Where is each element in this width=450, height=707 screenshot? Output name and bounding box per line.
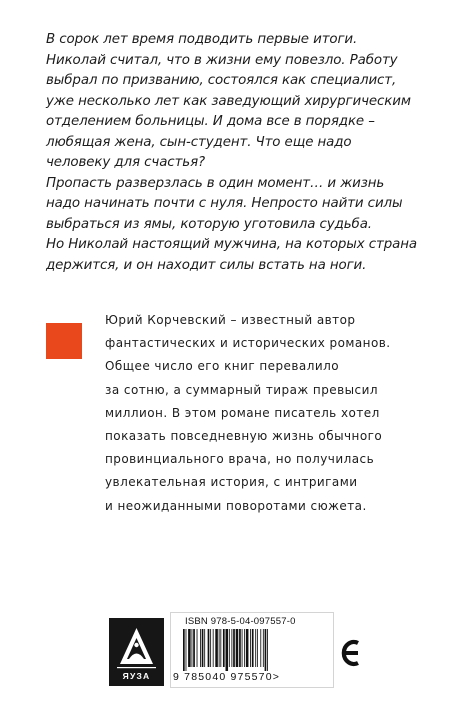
blurb-line: выбраться из ямы, которую уготовила судьба. <box>46 216 372 232</box>
author-bio-line: Юрий Корчевский – известный автор <box>105 313 356 327</box>
barcode-bar <box>219 629 220 667</box>
barcode-bar <box>263 629 264 667</box>
author-bio-line: показать повседневную жизнь обычного <box>105 428 383 443</box>
blurb-line: держится, и он находит силы встать на ноги. <box>46 257 367 273</box>
author-bio-line: провинциального врача, но получилась <box>105 452 375 467</box>
barcode-bar <box>183 629 185 671</box>
barcode-bar <box>260 629 261 667</box>
barcode-bar <box>202 629 204 667</box>
barcode-bar <box>226 629 229 671</box>
blurb-line: выбрал по призванию, состоялся как специалист, <box>46 73 397 88</box>
blurb-line: человеку для счастья? <box>46 155 206 170</box>
barcode-bar <box>236 629 239 667</box>
barcode-bar <box>204 629 205 667</box>
blurb-line: Николай считал, что в жизни ему повезло. Работу <box>46 52 398 68</box>
blurb-line: В сорок лет время подводить первые итоги. <box>46 32 358 47</box>
barcode-bar <box>193 629 195 667</box>
barcode-bar <box>246 629 249 667</box>
barcode-bar <box>197 629 198 667</box>
barcode-bar <box>188 629 191 667</box>
blurb-line: отделением больницы. И дома все в порядке – <box>46 114 375 129</box>
blurb-line: Пропасть разверзлась в один момент… и жизнь <box>46 175 385 191</box>
barcode-bar <box>233 629 235 667</box>
yauza-logo-icon <box>109 618 164 686</box>
author-bio-line: за сотню, а суммарный тираж превысил <box>105 382 378 397</box>
barcode-digits <box>173 671 280 683</box>
barcode-bar <box>252 629 254 667</box>
yauza-logo-text: ЯУЗА <box>122 671 151 681</box>
author-bio-line: увлекательная история, с интригами <box>105 475 358 490</box>
author-bio-line: фантастических и исторических романов. <box>105 336 391 351</box>
barcode-bar <box>267 629 268 671</box>
barcode-bar <box>255 629 256 667</box>
isbn-barcode <box>170 612 334 688</box>
barcode-bar <box>210 629 211 667</box>
book-blurb <box>46 30 436 276</box>
blurb-line: надо начинать почти с нуля. Непросто найти силы <box>46 196 403 211</box>
barcode-bar <box>220 629 221 667</box>
barcode-bar <box>223 629 225 667</box>
barcode-bar <box>192 629 193 667</box>
barcode-bar <box>186 629 187 671</box>
barcode-bar <box>200 629 201 667</box>
barcode-bar <box>257 629 258 667</box>
author-bio-line: Общее число его книг перевалило <box>105 359 339 374</box>
barcode-bar <box>250 629 251 667</box>
barcode-bars <box>183 629 323 671</box>
barcode-bar <box>208 629 210 667</box>
blurb-line: любящая жена, сын-студент. Что еще надо <box>46 134 352 150</box>
barcode-bar <box>242 629 243 667</box>
barcode-bar <box>244 629 245 667</box>
author-bio-line: миллион. В этом романе писатель хотел <box>105 405 380 420</box>
author-bio <box>105 309 445 518</box>
barcode-bar <box>265 629 267 671</box>
barcode-bar <box>239 629 241 667</box>
yauza-publisher-logo <box>109 618 164 686</box>
barcode-bar <box>213 629 214 667</box>
barcode-bar <box>231 629 232 667</box>
eksmo-logo-icon <box>336 633 364 673</box>
barcode-suffix: > <box>272 671 281 683</box>
blurb-line: уже несколько лет как заведующий хирургическим <box>46 93 411 109</box>
barcode-bar <box>229 629 230 667</box>
author-bio-line: и неожиданными поворотами сюжета. <box>105 498 367 513</box>
eksmo-logo <box>336 633 364 673</box>
isbn-label: ISBN 978-5-04-097557-0 <box>185 616 296 627</box>
author-accent-square <box>46 323 82 359</box>
blurb-line: Но Николай настоящий мужчина, на которых страна <box>46 237 417 252</box>
barcode-bar <box>215 629 218 667</box>
barcode-number: 9 785040 975570 <box>173 671 273 683</box>
